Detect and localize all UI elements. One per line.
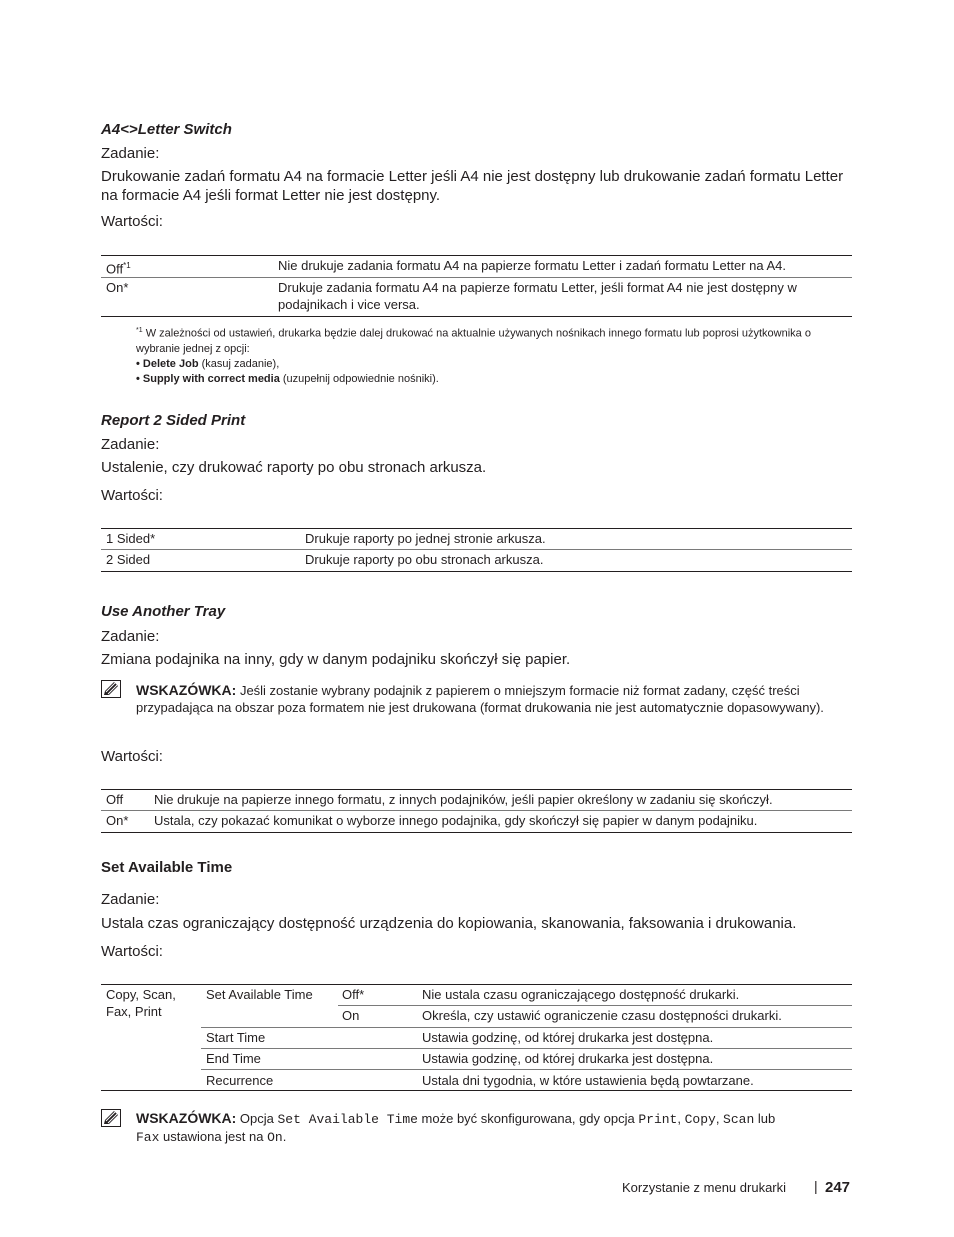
- task-label: Zadanie:: [101, 891, 160, 908]
- table-cell-item: Start Time: [206, 1030, 266, 1045]
- table-cell-option: Off*: [342, 987, 365, 1002]
- table-cell-option: Off$^{*1}$: [106, 261, 131, 277]
- page-number: 247: [825, 1179, 851, 1196]
- table-cell-option: On: [342, 1008, 360, 1023]
- table-cell-desc: Określa, czy ustawić ograniczenie czasu dostępności drukarki.: [422, 1008, 782, 1023]
- table-cell-option: On*: [106, 813, 129, 828]
- table-cell-category: Copy, Scan, Fax, Print: [106, 987, 176, 1019]
- table-bottom-rule: [101, 1090, 852, 1091]
- table-cell-desc: Nie drukuje na papierze innego formatu, z innych podajników, jeśli papier określony w zadaniu się skończył.: [154, 792, 773, 807]
- table-cell-desc: Drukuje zadania formatu A4 na papierze formatu Letter, jeśli format A4 nie jest dostępny w podajnikach i vice versa.: [278, 280, 797, 312]
- table-cell-item: Set Available Time: [206, 987, 313, 1002]
- table-cell-desc: Ustawia godzinę, od której drukarka jest dostępna.: [422, 1051, 714, 1066]
- table-row-rule: [201, 1027, 852, 1028]
- task-label: Zadanie:: [101, 628, 160, 645]
- table-cell-desc: Drukuje raporty po obu stronach arkusza.: [305, 552, 544, 567]
- task-label: Zadanie:: [101, 436, 160, 453]
- footnote: $^{*1}$ W zależności od ustawień, drukarka będzie dalej drukować na aktualnie używanych nośnikach innego formatu lub poprosi użytkownika o wybranie jednej z opcji: • Delete Job (kasuj zadanie), • Supply with correct media (uzupełnij odpowiednie nośniki).: [136, 327, 811, 385]
- note-text: WSKAZÓWKA: Jeśli zostanie wybrany podajnik z papierem o mniejszym formacie niż format zadany, część treści przypadająca na obszar poza formatem nie jest drukowana (format drukowania nie jest automatycznie dopasowywany).: [136, 682, 824, 715]
- table-top-rule: [101, 255, 852, 256]
- table-top-rule: [101, 789, 852, 790]
- table-cell-item: End Time: [206, 1051, 261, 1066]
- task-text: Ustala czas ograniczający dostępność urządzenia do kopiowania, skanowania, faksowania i drukowania.: [101, 915, 797, 932]
- table-cell-desc: Drukuje raporty po jednej stronie arkusza.: [305, 531, 546, 546]
- table-row-rule: [201, 1069, 852, 1070]
- table-bottom-rule: [101, 571, 852, 572]
- values-label: Wartości:: [101, 943, 163, 960]
- note-pencil-icon: [101, 680, 121, 698]
- table-cell-desc: Nie ustala czasu ograniczającego dostępność drukarki.: [422, 987, 740, 1002]
- table-cell-desc: Ustala dni tygodnia, w które ustawienia będą powtarzane.: [422, 1073, 754, 1088]
- section-title-use-another-tray: Use Another Tray: [101, 603, 226, 620]
- values-label: Wartości:: [101, 487, 163, 504]
- table-cell-option: 1 Sided*: [106, 531, 156, 546]
- note-pencil-icon: [101, 1109, 121, 1127]
- table-cell-option: On*: [106, 280, 129, 295]
- section-title-a4-letter: A4<>Letter Switch: [101, 121, 232, 138]
- task-label: Zadanie:: [101, 145, 160, 162]
- footer-separator: |: [814, 1178, 818, 1194]
- table-bottom-rule: [101, 832, 852, 833]
- table-cell-option: 2 Sided: [106, 552, 151, 567]
- values-label: Wartości:: [101, 213, 163, 230]
- task-text: Drukowanie zadań formatu A4 na formacie Letter jeśli A4 nie jest dostępny lub drukowanie zadań formatu Letter na formacie A4 jeśli format Letter nie jest dostępny.: [101, 168, 844, 204]
- section-title-report-2-sided: Report 2 Sided Print: [101, 412, 246, 429]
- note-text: WSKAZÓWKA: Opcja Set Available Time może być skonfigurowana, gdy opcja Print, Copy, Scan lub Fax ustawiona jest na On.: [136, 1110, 776, 1145]
- table-cell-desc: Ustala, czy pokazać komunikat o wyborze innego podajnika, gdy skończył się papier w danym podajniku.: [154, 813, 758, 828]
- section-title-set-available-time: Set Available Time: [101, 859, 233, 876]
- table-row-rule: [101, 549, 852, 550]
- values-label: Wartości:: [101, 748, 163, 765]
- table-cell-item: Recurrence: [206, 1073, 274, 1088]
- task-text: Ustalenie, czy drukować raporty po obu stronach arkusza.: [101, 459, 487, 476]
- table-cell-desc: Ustawia godzinę, od której drukarka jest dostępna.: [422, 1030, 714, 1045]
- table-row-rule: [101, 810, 852, 811]
- table-top-rule: [101, 984, 852, 985]
- table-cell-option: Off: [106, 792, 124, 807]
- footer-section-name: Korzystanie z menu drukarki: [622, 1180, 787, 1195]
- table-row-rule: [201, 1048, 852, 1049]
- table-cell-desc: Nie drukuje zadania formatu A4 na papierze formatu Letter i zadań formatu Letter na A4.: [278, 258, 787, 273]
- table-top-rule: [101, 528, 852, 529]
- task-text: Zmiana podajnika na inny, gdy w danym podajniku skończył się papier.: [101, 651, 571, 668]
- table-bottom-rule: [101, 316, 852, 317]
- table-row-rule: [338, 1005, 852, 1006]
- table-row-rule: [101, 277, 852, 278]
